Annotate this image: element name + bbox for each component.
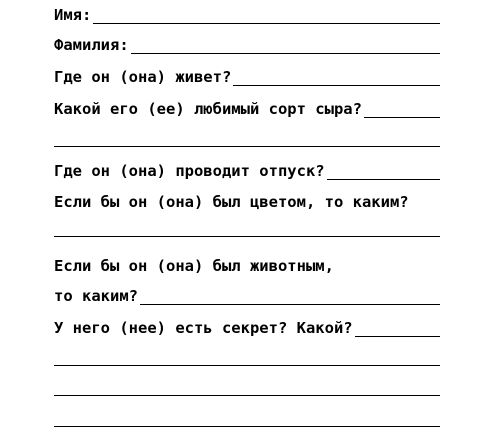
vacation-answer-blank[interactable] [327,179,440,180]
surname-row [54,30,440,56]
secret-extra-row-1 [54,342,440,368]
color-label: Если бы он (она) был цветом, то каким? [54,192,409,211]
color-answer-blank[interactable] [54,236,440,237]
name-answer-blank[interactable] [93,23,440,24]
animal-row [54,251,440,277]
cheese-answer-blank[interactable] [364,117,440,118]
surname-answer-blank[interactable] [131,53,440,54]
secret-extra-row-3 [54,403,440,429]
secret-label: У него (нее) есть секрет? Какой? [54,318,353,337]
secret-answer-blank[interactable] [355,336,440,337]
secret-extra-row-2 [54,372,440,398]
animal-label-line1: Если бы он (она) был животным, [54,256,334,275]
name-label: Имя: [54,5,92,24]
cheese-label: Какой его (ее) любимый сорт сыра? [54,99,362,118]
lives-label: Где он (она) живет? [54,67,232,86]
color-answer-row [54,213,440,239]
color-row [54,187,440,213]
lives-answer-blank[interactable] [233,85,440,86]
surname-label: Фамилия: [54,35,129,54]
secret-answer-blank-2[interactable] [54,365,440,366]
lives-row [54,62,440,88]
cheese-extra-row [54,123,440,149]
animal-label-line2: то каким? [54,286,138,305]
animal-row-2 [54,281,440,307]
name-row [54,0,440,26]
cheese-answer-blank-2[interactable] [54,146,440,147]
cheese-row [54,94,440,120]
secret-row [54,313,440,339]
vacation-row [54,156,440,182]
secret-answer-blank-4[interactable] [54,426,440,427]
vacation-label: Где он (она) проводит отпуск? [54,161,325,180]
secret-answer-blank-3[interactable] [54,395,440,396]
animal-answer-blank[interactable] [140,304,440,305]
